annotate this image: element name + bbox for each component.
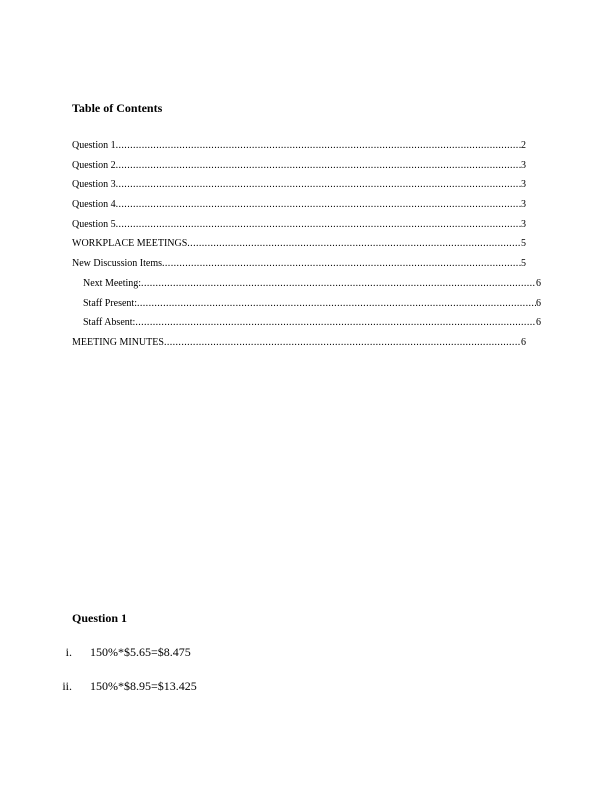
toc-entry-question-2[interactable] [72,159,526,179]
toc-entry-meeting-minutes[interactable] [72,336,526,356]
toc-entry-label: Next Meeting: [83,277,142,289]
toc-entry-label: Question 4 [72,199,116,211]
toc-entry-page: 2 [521,140,526,151]
toc-entry-page: 5 [521,258,526,270]
toc-entry-label: Question 2 [72,159,116,171]
answer-item [0,644,612,678]
toc-entry-staff-present[interactable] [72,297,541,317]
toc-entry-page: 6 [536,317,541,329]
toc-entry-question-3[interactable] [72,178,526,198]
toc-dot-leader [187,237,521,250]
toc-dot-leader [116,159,521,172]
toc-entry-label: MEETING MINUTES [72,336,164,348]
toc-entry-question-5[interactable] [72,218,526,238]
toc-entry-question-4[interactable] [72,198,526,218]
toc-dot-leader [137,297,536,310]
toc-entry-page: 6 [536,297,541,309]
toc-entry-label: Staff Absent: [83,317,136,329]
toc-dot-leader [164,336,521,349]
toc-entry-label: WORKPLACE MEETINGS [72,238,188,250]
toc-entry-new-discussion-items[interactable] [72,257,526,277]
toc-dot-leader [141,277,536,290]
toc-entry-page: 3 [521,159,526,171]
toc-entry-label: New Discussion Items [72,258,162,270]
toc-entry-label: Question 5 [72,218,116,230]
question-1-answers [0,644,612,712]
toc-entry-workplace-meetings[interactable] [72,237,526,257]
toc-dot-leader [116,139,521,152]
list-numeral: ii. [62,679,72,693]
toc-entry-staff-absent[interactable] [72,316,541,336]
toc-entry-page: 5 [521,238,526,250]
toc-title: Table of Contents [72,101,163,115]
toc-dot-leader [162,257,521,270]
toc-entry-page: 6 [521,336,526,348]
toc-entry-page: 3 [521,199,526,211]
toc-entry-page: 3 [521,179,526,191]
toc-entry-label: Question 1 [72,140,116,151]
answer-item [0,678,612,712]
toc-dot-leader [116,198,521,211]
question-1-heading: Question 1 [72,611,128,625]
toc-dot-leader [116,178,521,191]
answer-text: 150%*$8.95=$13.425 [90,679,197,693]
toc-entry-page: 3 [521,218,526,230]
toc-dot-leader [135,316,536,329]
answer-text: 150%*$5.65=$8.475 [90,645,191,659]
toc-dot-leader [116,218,521,231]
toc-entry-page: 6 [536,277,541,289]
list-numeral: i. [65,645,72,659]
table-of-contents [72,139,542,356]
toc-entry-next-meeting[interactable] [72,277,541,297]
toc-entry-label: Staff Present: [83,297,137,309]
toc-entry-question-1[interactable] [72,139,526,159]
toc-entry-label: Question 3 [72,179,116,191]
